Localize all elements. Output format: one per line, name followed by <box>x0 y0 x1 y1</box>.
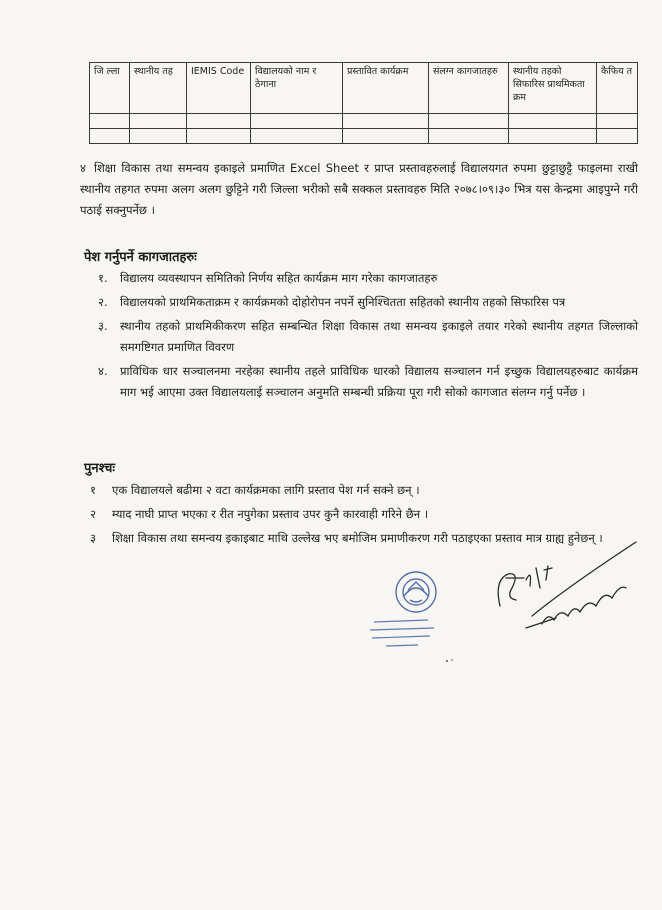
list-item-number: ३. <box>98 319 108 333</box>
table-header-row <box>90 63 638 114</box>
ink-dot-mark <box>444 658 456 664</box>
table-header-cell: विद्यालयको नाम र ठेगाना <box>251 63 343 114</box>
table-header-cell: स्थानीय तह <box>130 63 187 114</box>
table-header-cell: जि ल्ला <box>90 63 130 114</box>
table-header-cell: प्रस्तावित कार्यक्रम <box>343 63 429 114</box>
list-item <box>98 361 638 403</box>
list-item-text: शिक्षा विकास तथा समन्वय इकाइबाट माथि उल्लेख भए बमोजिम प्रमाणीकरण गरी पठाइएका प्रस्ताव मात्र ग्राह्य हुनेछन् । <box>112 531 603 545</box>
table-cell <box>429 114 509 129</box>
note-text: शिक्षा विकास तथा समन्वय इकाइले प्रमाणित Excel Sheet र प्राप्त प्रस्तावहरुलाई विद्यालयगत रुपमा छुट्टाछुट्टै फाइलमा राखी स्थानीय तहगत रुपमा अलग अलग छुट्टिने गरी जिल्ला भरीको सबै सक्कल प्रस्तावहरु मिति २०७८।०९।३० भित्र यस केन्द्रमा आइपुग्ने गरी पठाई सक्नुपर्नेछ । <box>80 161 638 217</box>
list-item-number: २ <box>90 507 96 521</box>
list-item-text: विद्यालयको प्राथमिकताक्रम र कार्यक्रमको दोहोरोपन नपर्ने सुनिश्चितता सहितको स्थानीय तहको सिफारिस पत्र <box>120 295 566 309</box>
documents-list <box>98 268 638 406</box>
list-item-number: १. <box>98 271 108 285</box>
handwritten-signature-and-date-icon <box>486 528 646 648</box>
table-cell <box>90 114 130 129</box>
list-item-number: ४. <box>98 364 108 378</box>
list-item-text: विद्यालय व्यवस्थापन समितिको निर्णय सहित कार्यक्रम माग गरेका कागजातहरु <box>120 271 438 285</box>
list-item-text: प्राविधिक धार सञ्चालनमा नरहेका स्थानीय तहले प्राविधिक धारको विद्यालय सञ्चालन गर्न इच्छुक विद्यालयहरुबाट कार्यक्रम माग भई आएमा उक्त विद्यालयलाई सञ्चालन अनुमति सम्बन्धी प्रक्रिया पूरा गरी सोको कागजात संलग्न गर्नु पर्नेछ । <box>120 364 638 399</box>
office-seal-stamp-icon <box>368 562 464 658</box>
table-cell <box>597 129 638 144</box>
table-cell <box>251 129 343 144</box>
table-cell <box>429 129 509 144</box>
note-number: ४ <box>80 161 86 175</box>
table-cell <box>509 129 597 144</box>
list-item <box>98 292 638 313</box>
table-header-cell: संलग्न कागजातहरु <box>429 63 509 114</box>
table-cell <box>251 114 343 129</box>
list-item <box>98 316 638 358</box>
list-item-number: ३ <box>90 531 96 545</box>
table-cell <box>187 129 251 144</box>
list-item-number: २. <box>98 295 108 309</box>
list-item <box>98 268 638 289</box>
note-paragraph-4 <box>80 158 638 221</box>
table-row <box>90 114 638 129</box>
list-item <box>90 480 638 501</box>
table-cell <box>343 114 429 129</box>
table-cell <box>130 129 187 144</box>
table-cell <box>509 114 597 129</box>
table-header-cell: स्थानीय तहको सिफारिस प्राथमिकता क्रम <box>509 63 597 114</box>
table-header-cell: IEMIS Code <box>187 63 251 114</box>
proposal-table <box>89 62 638 144</box>
list-item-text: स्थानीय तहको प्राथमिकीकरण सहित सम्बन्धित शिक्षा विकास तथा समन्वय इकाइले तयार गरेको स्थानीय तहगत जिल्लाको समगष्टिगत प्रमाणित विवरण <box>120 319 638 354</box>
list-item-text: एक विद्यालयले बढीमा २ वटा कार्यक्रमका लागि प्रस्ताव पेश गर्न सक्ने छन् । <box>112 483 420 497</box>
table-cell <box>343 129 429 144</box>
list-item-number: १ <box>90 483 96 497</box>
list-item <box>90 504 638 525</box>
table-row <box>90 129 638 144</box>
table-cell <box>90 129 130 144</box>
table-cell <box>130 114 187 129</box>
postscript-heading: पुनश्चः <box>84 461 116 476</box>
table-cell <box>597 114 638 129</box>
list-item-text: म्याद नाघी प्राप्त भएका र रीत नपुगेका प्रस्ताव उपर कुनै कारवाही गरिने छैन । <box>112 507 429 521</box>
table-header-cell: कैफिय त <box>597 63 638 114</box>
documents-heading: पेश गर्नुपर्ने कागजातहरुः <box>84 250 197 265</box>
table-cell <box>187 114 251 129</box>
